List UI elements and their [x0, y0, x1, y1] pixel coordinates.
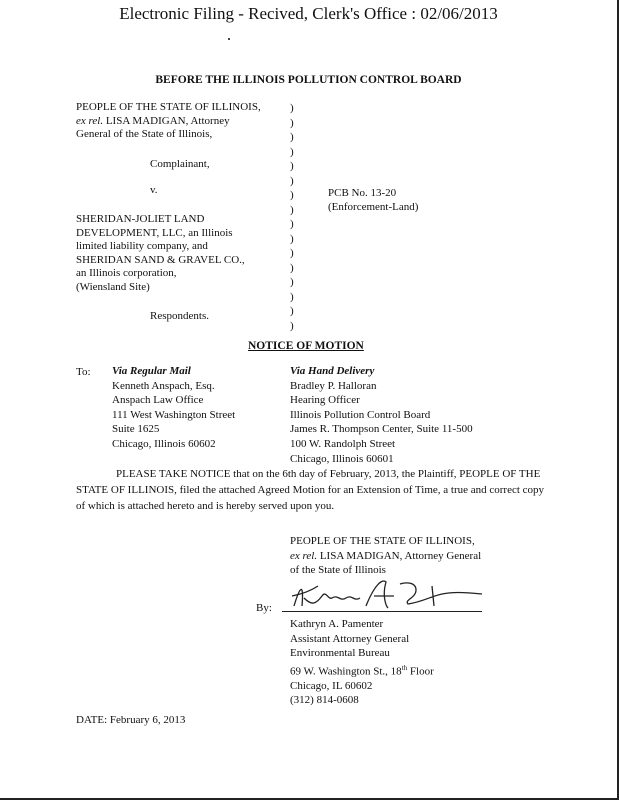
- date-line: DATE: February 6, 2013: [76, 714, 186, 726]
- address-line: 100 W. Randolph Street: [290, 437, 396, 450]
- ex-rel-italic: ex rel.: [290, 549, 318, 562]
- defendant-line-3: limited liability company, and: [76, 240, 208, 252]
- caption-parentheses: ) ) ) ) ) ) ) ) ) ) ) ) ) ) ) ): [290, 102, 294, 332]
- party-line-1: PEOPLE OF THE STATE OF ILLINOIS,: [290, 535, 475, 547]
- party-line-2-rest: LISA MADIGAN, Attorney General: [317, 549, 482, 562]
- address-line: Bradley P. Halloran: [290, 379, 377, 392]
- address-pre: 69 W. Washington St., 18: [290, 665, 402, 678]
- address-line: Anspach Law Office: [112, 394, 204, 407]
- defendant-line-2: DEVELOPMENT, LLC, an Illinois: [76, 226, 233, 239]
- by-label: By:: [256, 602, 272, 614]
- address-line: Chicago, Illinois 60602: [112, 437, 216, 450]
- party-line-2: [290, 549, 481, 564]
- case-type: (Enforcement-Land): [328, 201, 419, 213]
- filing-stamp: Electronic Filing - Recived, Clerk's Office : 02/06/2013: [119, 4, 498, 23]
- plaintiff-line-2-rest: LISA MADIGAN, Attorney: [103, 114, 230, 127]
- plaintiff-line-1: PEOPLE OF THE STATE OF ILLINOIS,: [76, 101, 261, 113]
- address-line: Suite 1625: [112, 423, 160, 436]
- address-line: 111 West Washington Street: [112, 408, 236, 421]
- recipient-regular-mail: [112, 364, 235, 452]
- signer-block: [290, 617, 434, 708]
- to-label: To:: [76, 366, 91, 378]
- defendant-block: [76, 213, 245, 294]
- plaintiff-line-2: [76, 115, 261, 129]
- defendant-line-4: SHERIDAN SAND & GRAVEL CO.,: [76, 253, 245, 266]
- party-line-3: of the State of Illinois: [290, 564, 386, 576]
- signature-line: [282, 611, 482, 612]
- notice-body-text: PLEASE TAKE NOTICE that on the 6th day of February, 2013, the Plaintiff, PEOPLE OF THE STATE OF ILLINOIS, filed the attached Agreed Motion for an Extension of Time, a true and correct copy of which is attached hereto and is hereby served upon you.: [76, 468, 545, 512]
- address-line: Illinois Pollution Control Board: [290, 408, 431, 421]
- ex-rel-italic: ex rel.: [76, 114, 104, 127]
- case-number-block: [328, 186, 418, 214]
- recipient-hand-delivery: [290, 364, 473, 466]
- notice-title: NOTICE OF MOTION: [248, 340, 364, 352]
- signature-party-block: [290, 534, 481, 578]
- delivery-method: Via Regular Mail: [112, 365, 191, 377]
- plaintiff-block: [76, 101, 261, 142]
- signer-phone: (312) 814-0608: [290, 694, 359, 707]
- plaintiff-line-3: General of the State of Illinois,: [76, 128, 213, 140]
- defendant-line-6: (Wiensland Site): [76, 280, 150, 293]
- signer-name: Kathryn A. Pamenter: [290, 618, 384, 630]
- versus-label: v.: [150, 184, 158, 196]
- address-post: Floor: [407, 665, 434, 678]
- signer-bureau: Environmental Bureau: [290, 647, 390, 659]
- scan-speck: [228, 38, 230, 40]
- defendant-line-1: SHERIDAN-JOLIET LAND: [76, 213, 205, 225]
- board-title: BEFORE THE ILLINOIS POLLUTION CONTROL BOARD: [155, 74, 462, 86]
- signer-address: [290, 661, 434, 679]
- case-number: PCB No. 13-20: [328, 187, 397, 199]
- respondents-label: Respondents.: [150, 310, 209, 322]
- address-line: James R. Thompson Center, Suite 11-500: [290, 423, 473, 436]
- delivery-method: Via Hand Delivery: [290, 365, 375, 377]
- address-line: Hearing Officer: [290, 394, 360, 407]
- address-line: Kenneth Anspach, Esq.: [112, 379, 215, 392]
- defendant-line-5: an Illinois corporation,: [76, 267, 177, 279]
- complainant-label: Complainant,: [150, 158, 210, 170]
- address-line: Chicago, Illinois 60601: [290, 452, 394, 465]
- notice-body: [76, 466, 546, 514]
- address-sup: th: [401, 663, 408, 672]
- signer-title: Assistant Attorney General: [290, 632, 410, 645]
- signer-city: Chicago, IL 60602: [290, 679, 373, 692]
